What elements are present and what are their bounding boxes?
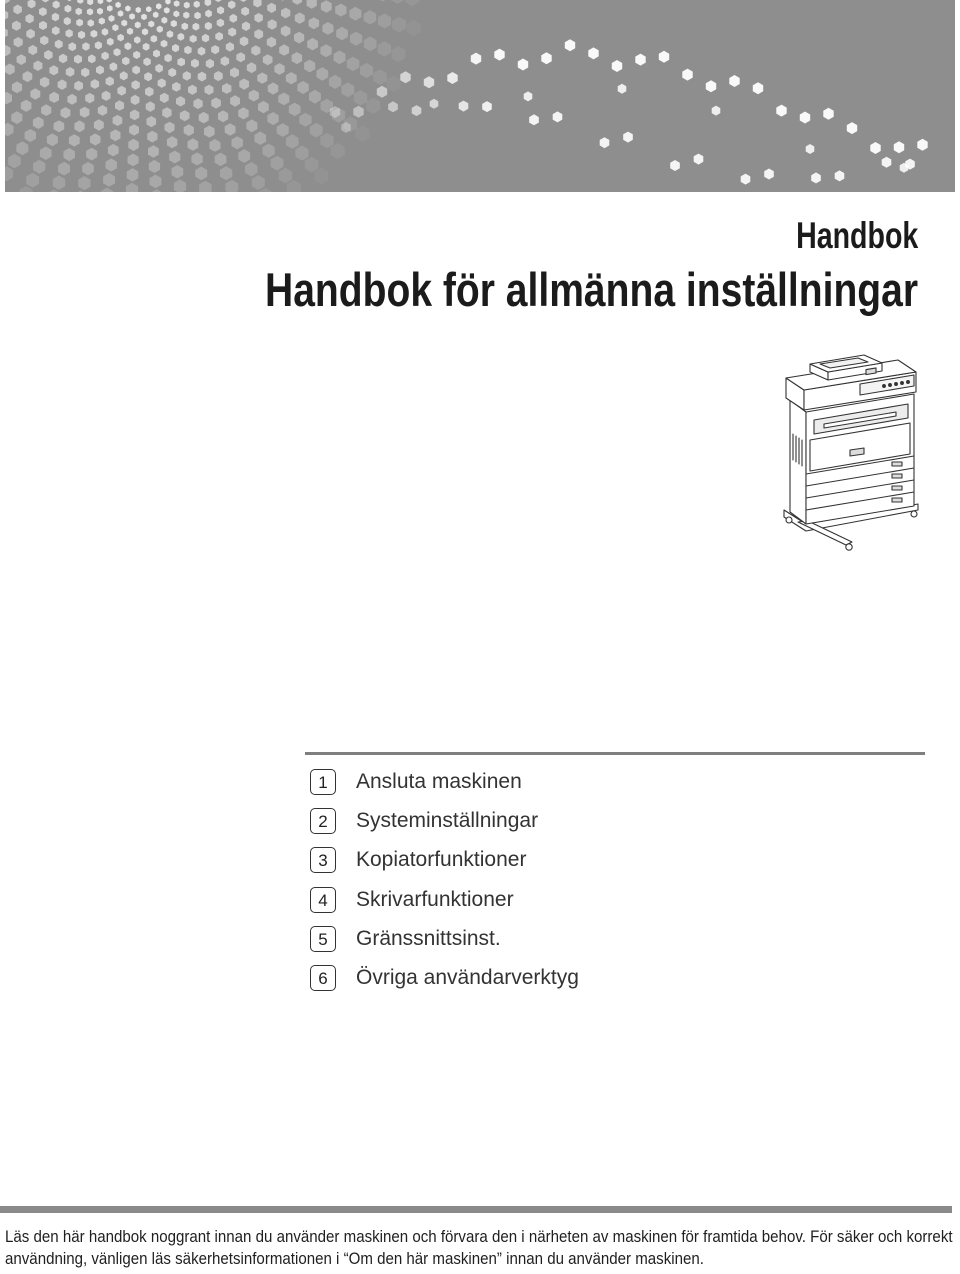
chapter-number-badge: 5: [310, 926, 336, 952]
chapter-number-badge: 2: [310, 808, 336, 834]
chapter-number-badge: 1: [310, 769, 336, 795]
chapter-number-badge: 4: [310, 887, 336, 913]
chapter-item: [310, 926, 501, 952]
notice-line: Läs den här handbok noggrant innan du använder maskinen och förvara den i närheten av maskinen för framtida behov. För säker och korrekt: [5, 1227, 953, 1246]
chapter-title: Övriga användarverktyg: [356, 966, 579, 989]
banner-hexagon-pattern-icon: [0, 0, 960, 192]
chapter-title: Kopiatorfunktioner: [356, 848, 527, 871]
page-title: Handbok för allmänna inställningar: [264, 263, 918, 316]
chapter-number-badge: 3: [310, 847, 336, 873]
series-title: Handbok: [795, 215, 918, 256]
chapter-number-badge: 6: [310, 965, 336, 991]
chapter-title: Ansluta maskinen: [356, 770, 522, 793]
chapter-item: [310, 887, 514, 913]
chapter-list-rule: [305, 752, 925, 755]
notice-line: användning, vänligen läs säkerhetsinformationen i “Om den här maskinen” innan du använder maskinen.: [5, 1249, 704, 1268]
chapter-item: [310, 965, 579, 991]
chapter-item: [310, 847, 526, 873]
notice-text: [5, 1226, 953, 1270]
chapter-title: Skrivarfunktioner: [356, 888, 514, 911]
notice-rule: [0, 1206, 952, 1213]
banner-background: [5, 0, 955, 192]
chapter-item: [310, 808, 538, 834]
copier-icon: [780, 338, 922, 552]
chapter-title: Systeminställningar: [356, 809, 539, 832]
chapter-item: [310, 769, 522, 795]
chapter-title: Gränssnittsinst.: [356, 927, 501, 950]
